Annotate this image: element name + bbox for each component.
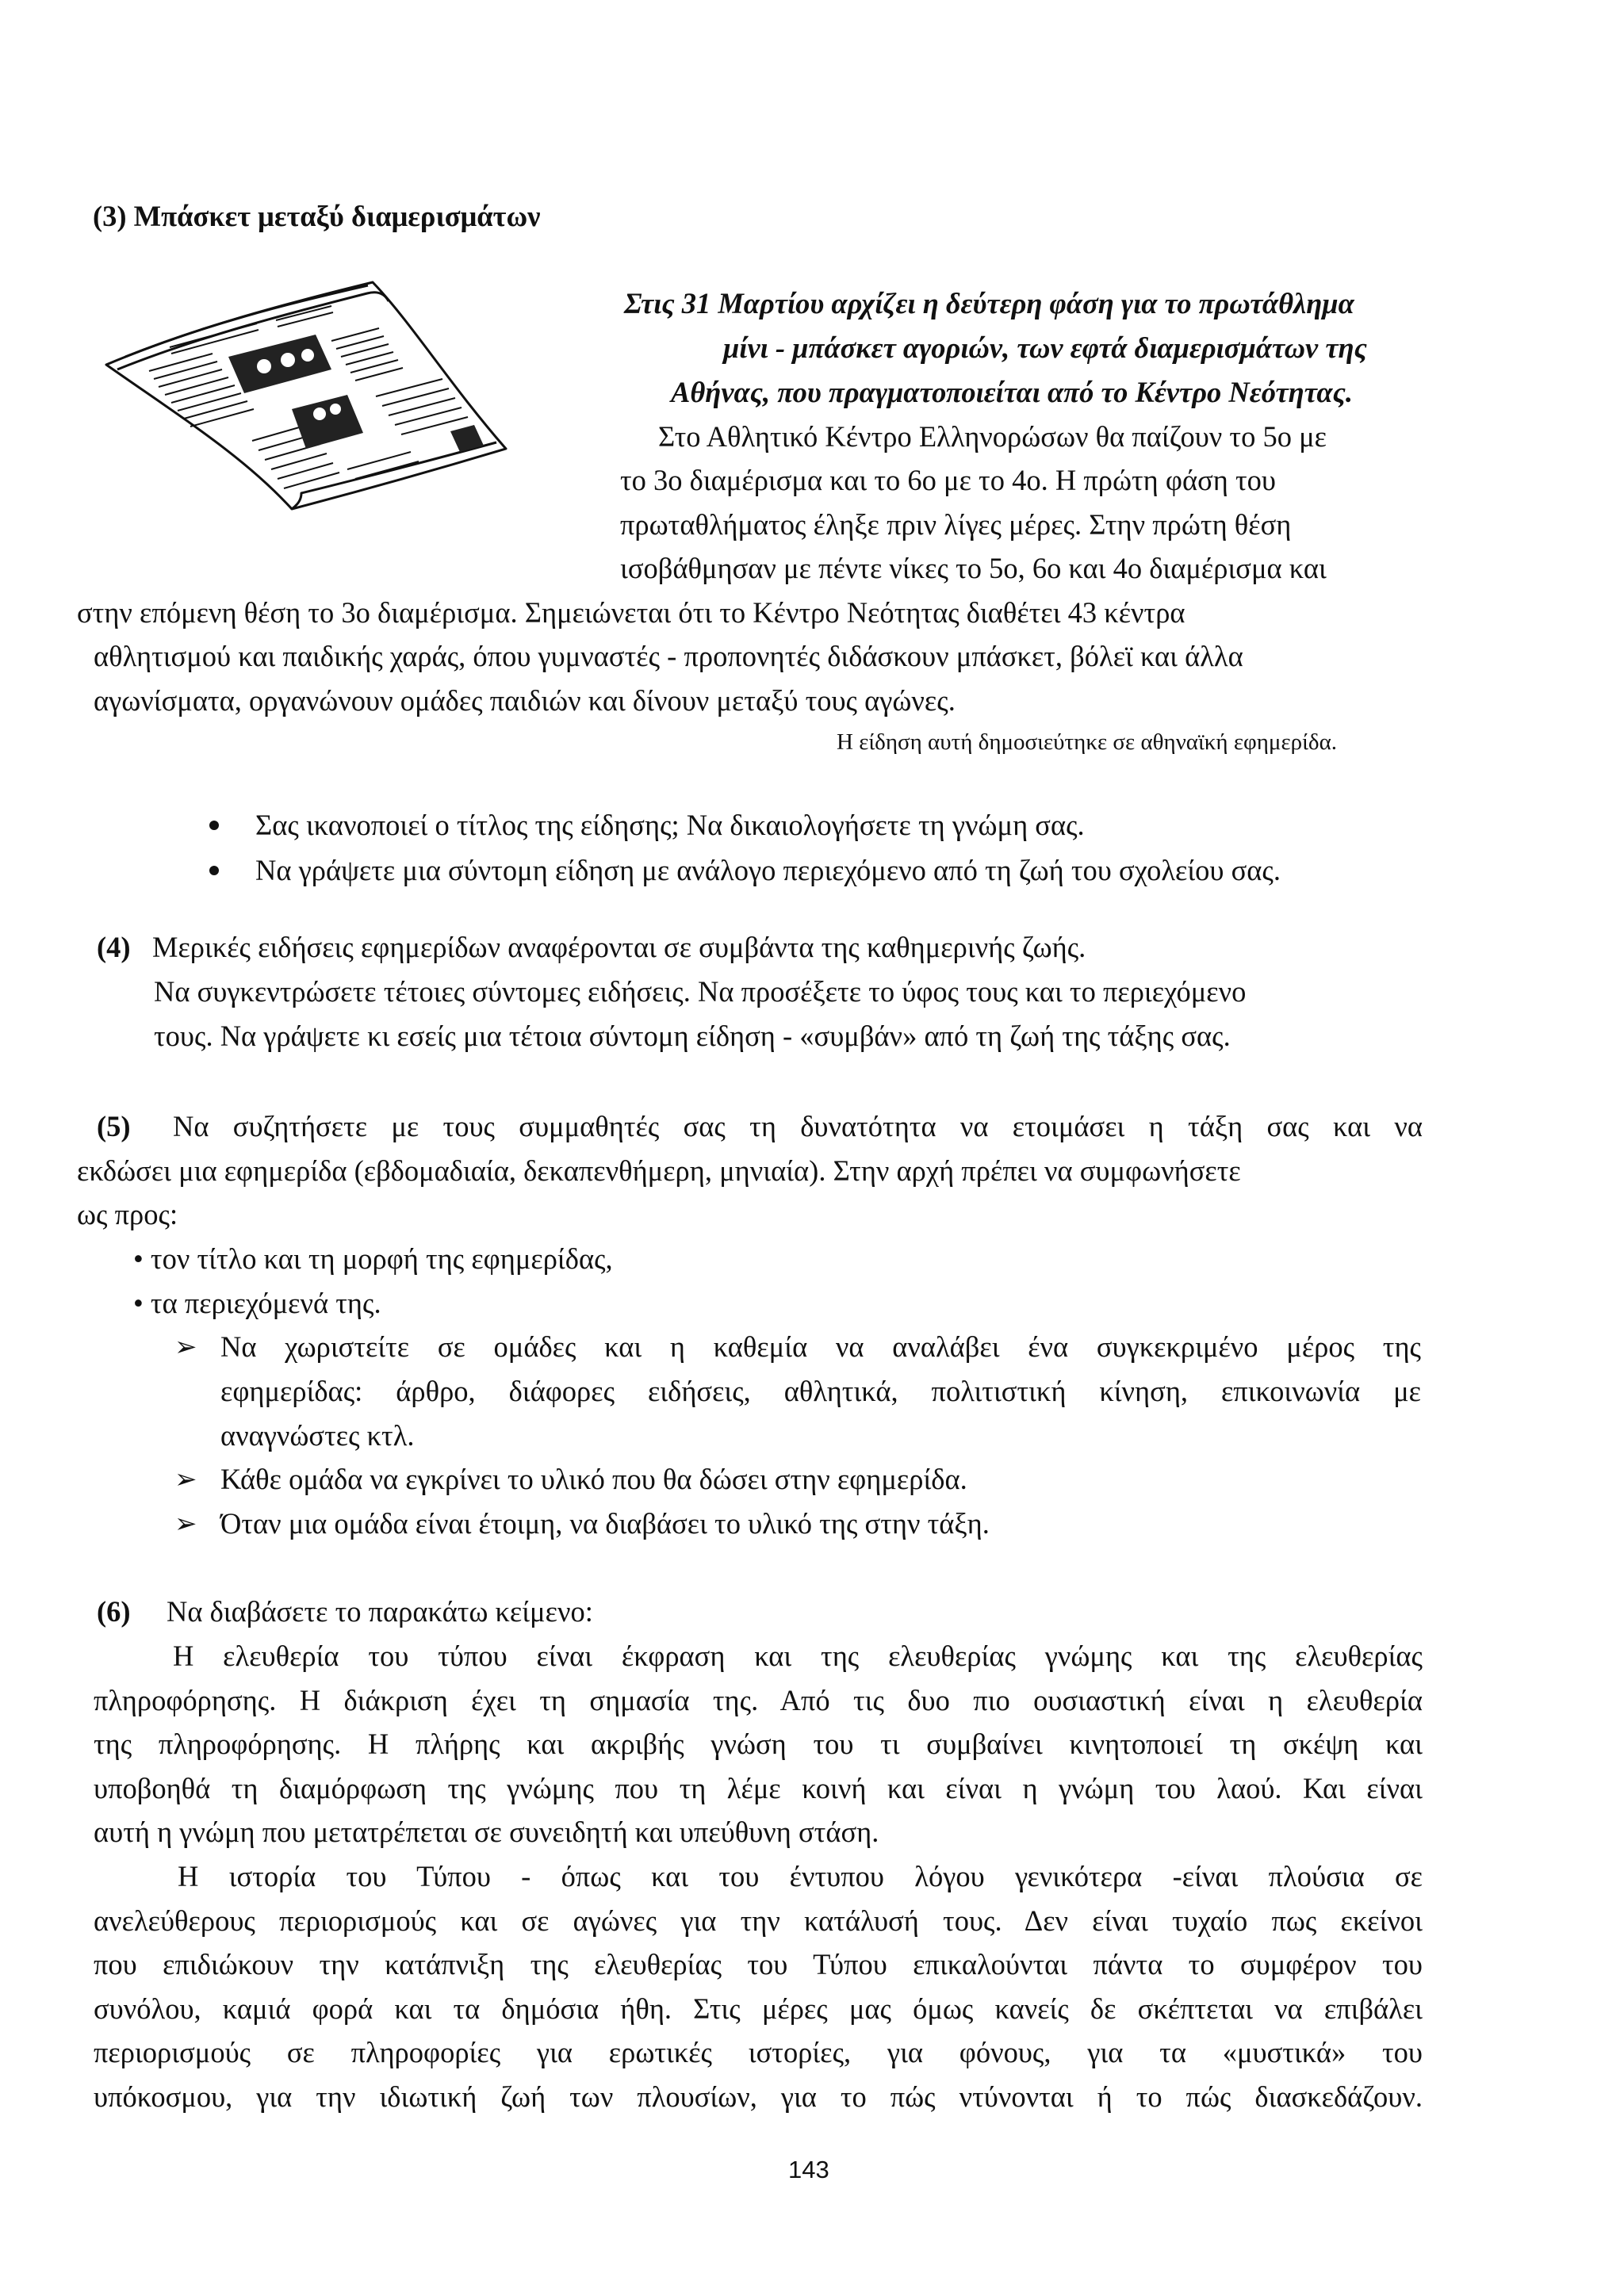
text-paragraph-line: πληροφόρησης. Η διάκριση έχει τη σημασία της. Από τις δυο πιο ουσιαστική είναι η ελευθερία xyxy=(94,1684,1423,1716)
text-paragraph-line: συνόλου, καμιά φορά και τα δημόσια ήθη. Στις μέρες μας όμως κανείς δε σκέπτεται να επιβάλει xyxy=(94,1992,1423,2025)
section-4-number: (4) xyxy=(97,931,131,963)
section-5-item: • τα περιεχόμενά της. xyxy=(133,1287,381,1319)
bullet-item: Να γράψετε μια σύντομη είδηση με ανάλογο περιεχόμενο από τη ζωή του σχολείου σας. xyxy=(255,854,1281,886)
news-body-line: αθλητισμού και παιδικής χαράς, όπου γυμναστές - προπονητές διδάσκουν μπάσκετ, βόλεϊ και άλλα xyxy=(94,640,1243,672)
arrow-bullet-icon: ➢ xyxy=(174,1331,197,1363)
section-5-line: Να συζητήσετε με τους συμμαθητές σας τη δυνατότητα να ετοιμάσει η τάξη σας και να xyxy=(173,1110,1423,1142)
section-5-line: ως προς: xyxy=(77,1198,178,1230)
section-5-line: εκδώσει μια εφημερίδα (εβδομαδιαία, δεκαπενθήμερη, μηνιαία). Στην αρχή πρέπει να συμφωνήσετε xyxy=(77,1154,1241,1187)
section-6-intro: Να διαβάσετε το παρακάτω κείμενο: xyxy=(167,1595,593,1628)
section-4-line: Να συγκεντρώσετε τέτοιες σύντομες ειδήσεις. Να προσέξετε το ύφος τους και το περιεχόμενο xyxy=(154,975,1247,1008)
text-paragraph-line: αυτή η γνώμη που μετατρέπεται σε συνειδητή και υπεύθυνη στάση. xyxy=(94,1816,879,1848)
arrow-item-line: Κάθε ομάδα να εγκρίνει το υλικό που θα δώσει στην εφημερίδα. xyxy=(220,1463,967,1495)
text-paragraph-line: ανελεύθερους περιορισμούς και σε αγώνες για την κατάλυσή τους. Δεν είναι τυχαίο πως εκείνοι xyxy=(94,1904,1423,1937)
section-5-item: • τον τίτλο και τη μορφή της εφημερίδας, xyxy=(133,1242,613,1275)
text-paragraph-line: περιορισμούς σε πληροφορίες για ερωτικές ιστορίες, για φόνους, για τα «μυστικά» του xyxy=(94,2036,1423,2068)
arrow-bullet-icon: ➢ xyxy=(174,1464,197,1495)
bullet-dot xyxy=(209,821,219,830)
text-paragraph-line: που επιδιώκουν την κατάπνιξη της ελευθερίας του Τύπου επικαλούνται πάντα το συμφέρον του xyxy=(94,1948,1423,1980)
news-source-note: Η είδηση αυτή δημοσιεύτηκε σε αθηναϊκή εφημερίδα. xyxy=(837,729,1338,755)
arrow-item-line: αναγνώστες κτλ. xyxy=(220,1419,415,1452)
arrow-item-line: Όταν μια ομάδα είναι έτοιμη, να διαβάσει το υλικό της στην τάξη. xyxy=(220,1507,990,1540)
news-body-line: πρωταθλήματος έληξε πριν λίγες μέρες. Στην πρώτη θέση xyxy=(620,508,1292,541)
news-body-line: στην επόμενη θέση το 3ο διαμέρισμα. Σημειώνεται ότι το Κέντρο Νεότητας διαθέτει 43 κέντρα xyxy=(77,596,1185,629)
text-paragraph-line: Η ελευθερία του τύπου είναι έκφραση και της ελευθερίας γνώμης και της ελευθερίας xyxy=(173,1640,1423,1672)
newspaper-illustration xyxy=(94,274,522,512)
bullet-dot xyxy=(209,866,219,875)
news-body-line: αγωνίσματα, οργανώνουν ομάδες παιδιών και δίνουν μεταξύ τους αγώνες. xyxy=(94,684,956,717)
news-body-line: Στο Αθλητικό Κέντρο Ελληνορώσων θα παίζουν το 5ο με xyxy=(658,420,1327,453)
news-lead-line: Αθήνας, που πραγματοποιείται από το Κέντρο Νεότητας. xyxy=(671,376,1353,408)
section-6-number: (6) xyxy=(97,1595,131,1628)
section-4-line: Μερικές ειδήσεις εφημερίδων αναφέρονται σε συμβάντα της καθημερινής ζωής. xyxy=(152,931,1086,963)
section-4-line: τους. Να γράψετε κι εσείς μια τέτοια σύντομη είδηση - «συμβάν» από τη ζωή της τάξης σας. xyxy=(154,1020,1231,1052)
text-paragraph-line: υποβοηθά τη διαμόρφωση της γνώμης που τη λέμε κοινή και είναι η γνώμη του λαού. Και είναι xyxy=(94,1772,1423,1804)
page-number: 143 xyxy=(788,2156,829,2183)
news-body-line: το 3ο διαμέρισμα και το 6ο με το 4ο. Η πρώτη φάση του xyxy=(620,464,1276,496)
news-lead-line: Στις 31 Μαρτίου αρχίζει η δεύτερη φάση για το πρωτάθλημα xyxy=(624,287,1354,320)
text-paragraph-line: υπόκοσμου, για την ιδιωτική ζωή των πλουσίων, για το πώς ντύνονται ή το πώς διασκεδάζουν. xyxy=(94,2080,1423,2113)
arrow-item-line: εφημερίδας: άρθρο, διάφορες ειδήσεις, αθλητικά, πολιτιστική κίνηση, επικοινωνία με xyxy=(220,1375,1421,1407)
arrow-item-line: Να χωριστείτε σε ομάδες και η καθεμία να αναλάβει ένα συγκεκριμένο μέρος της xyxy=(220,1330,1421,1363)
section-3-heading: (3) Μπάσκετ μεταξύ διαμερισμάτων xyxy=(93,200,541,232)
bullet-item: Σας ικανοποιεί ο τίτλος της είδησης; Να δικαιολογήσετε τη γνώμη σας. xyxy=(255,809,1085,841)
text-paragraph-line: της πληροφόρησης. Η πλήρης και ακριβής γνώση του τι συμβαίνει κινητοποιεί τη σκέψη και xyxy=(94,1728,1423,1760)
section-5-number: (5) xyxy=(97,1110,131,1142)
text-paragraph-line: Η ιστορία του Τύπου - όπως και του έντυπου λόγου γενικότερα -είναι πλούσια σε xyxy=(178,1860,1423,1892)
news-lead-line: μίνι - μπάσκετ αγοριών, των εφτά διαμερισμάτων της xyxy=(723,331,1367,364)
news-body-line: ισοβάθμησαν με πέντε νίκες το 5ο, 6ο και 4ο διαμέρισμα και xyxy=(620,552,1327,584)
arrow-bullet-icon: ➢ xyxy=(174,1508,197,1540)
